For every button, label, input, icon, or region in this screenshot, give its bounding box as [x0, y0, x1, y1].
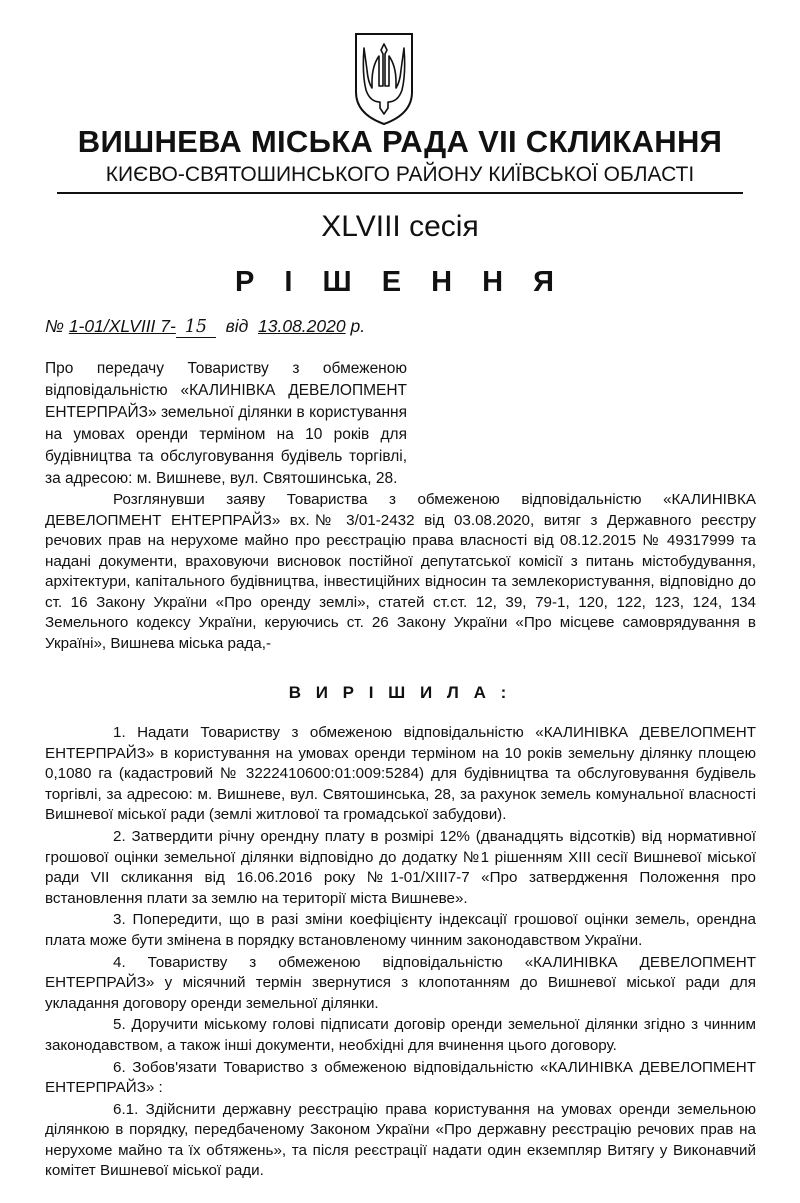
- decision-item-5: 5. Доручити міському голові підписати договір оренди земельної ділянки згідно з чинним законодавством, а також інші документи, необхідні для вчинення цього договору.: [45, 1016, 756, 1054]
- district-name: КИЄВО-СВЯТОШИНСЬКОГО РАЙОНУ КИЇВСЬКОЇ ОБЛАСТІ: [105, 163, 695, 186]
- decision-item-6-1: 6.1. Здійснити державну реєстрацію права користування на умовах оренди земельною ділянкою в порядку, передбаченому Законом України «Про державну реєстрацію речових прав на нерухоме майно та їх обтяжень», та після реєстрації надати один екземпляр Витягу у Виконавчий комітет Вишневої міської ради.: [45, 1100, 756, 1180]
- decision-item-2: 2. Затвердити річну орендну плату в розмірі 12% (дванадцять відсотків) від нормативної грошової оцінки земельної ділянки відповідно до додатку №1 рішенням XIII сесії Вишневої міської ради VII скликання від 16.06.2016 року №1-01/XIII7-7 «Про затвердження Положення про встановлення плати за землю на території міста Вишневе».: [45, 827, 756, 907]
- decision-item-6: 6. Зобов'язати Товариство з обмеженою відповідальністю «КАЛИНІВКА ДЕВЕЛОПМЕНТ ЕНТЕРПРАЙЗ» :: [45, 1058, 756, 1097]
- decision-subject: Про передачу Товариству з обмеженою відповідальністю «КАЛИНІВКА ДЕВЕЛОПМЕНТ ЕНТЕРПРАЙЗ» земельної ділянки в користування на умовах оренди терміном на 10 років для будівництва та обслуговування будівель торгівлі, за адресою: м. Вишневе, вул. Святошинська, 28.: [45, 360, 407, 487]
- decision-item-4: 4. Товариству з обмеженою відповідальністю «КАЛИНІВКА ДЕВЕЛОПМЕНТ ЕНТЕРПРАЙЗ» у місячний термін звернутися з клопотанням до Вишневої міської ради для укладання договору оренди земельної ділянки.: [45, 953, 756, 1012]
- number-label: №: [45, 316, 64, 336]
- preamble-block: [45, 490, 756, 654]
- council-name: ВИШНЕВА МІСЬКА РАДА VII СКЛИКАННЯ: [77, 124, 723, 159]
- decision-date: 13.08.2020: [258, 316, 346, 336]
- session-title: XLVIII сесія: [321, 210, 479, 243]
- preamble-paragraph: Розглянувши заяву Товариства з обмеженою відповідальністю «КАЛИНІВКА ДЕВЕЛОПМЕНТ ЕНТЕРПРАЙЗ» вх.№ 3/01-2432 від 03.08.2020, витяг з Державного реєстру речових прав на нерухоме майно про реєстрацію права власності від 08.12.2015 № 49317999 та надані документи, враховуючи висновок постійної депутатської комісії з питань містобудування, архітектури, капітального будівництва, інвестиційних відносин та землекористування, відповідно до ст. 16 Закону України «Про оренду землі», статей ст.ст. 12, 39, 79-1, 120, 122, 123, 124, 134 Земельного кодексу України, керуючись ст. 26 Закону України «Про місцеве самоврядування в Україні», Вишнева міська рада,-: [45, 491, 756, 652]
- resolved-heading: В И Р І Ш И Л А :: [288, 683, 512, 702]
- decision-item-1: 1. Надати Товариству з обмеженою відповідальністю «КАЛИНІВКА ДЕВЕЛОПМЕНТ ЕНТЕРПРАЙЗ» в користування на умовах оренди терміном на 10 років земельну ділянку площею 0,1080 га (кадастровий № 3222410600:01:009:5284) для будівництва та обслуговування будівель торгівлі, за адресою: м. Вишневе, вул. Святошинська, 28, за рахунок земель комунальної власності Вишневої міської ради (землі житлової та громадської забудови).: [45, 724, 756, 824]
- header-divider: [57, 192, 743, 194]
- year-suffix: р.: [350, 316, 366, 336]
- decision-number-line: [45, 316, 365, 338]
- handwritten-number: 15: [176, 317, 216, 338]
- trident-coat-of-arms-icon: [352, 30, 416, 128]
- decision-number: 1-01/XLVIII 7-: [68, 316, 176, 336]
- document-type: Р І Ш Е Н Н Я: [235, 266, 565, 298]
- decision-item-3: 3. Попередити, що в разі зміни коефіцієнту індексації грошової оцінки земель, орендна плата може бути змінена в порядку встановленому чинним законодавством України.: [45, 911, 756, 949]
- decision-items: [45, 723, 756, 1183]
- date-label: від: [225, 316, 249, 336]
